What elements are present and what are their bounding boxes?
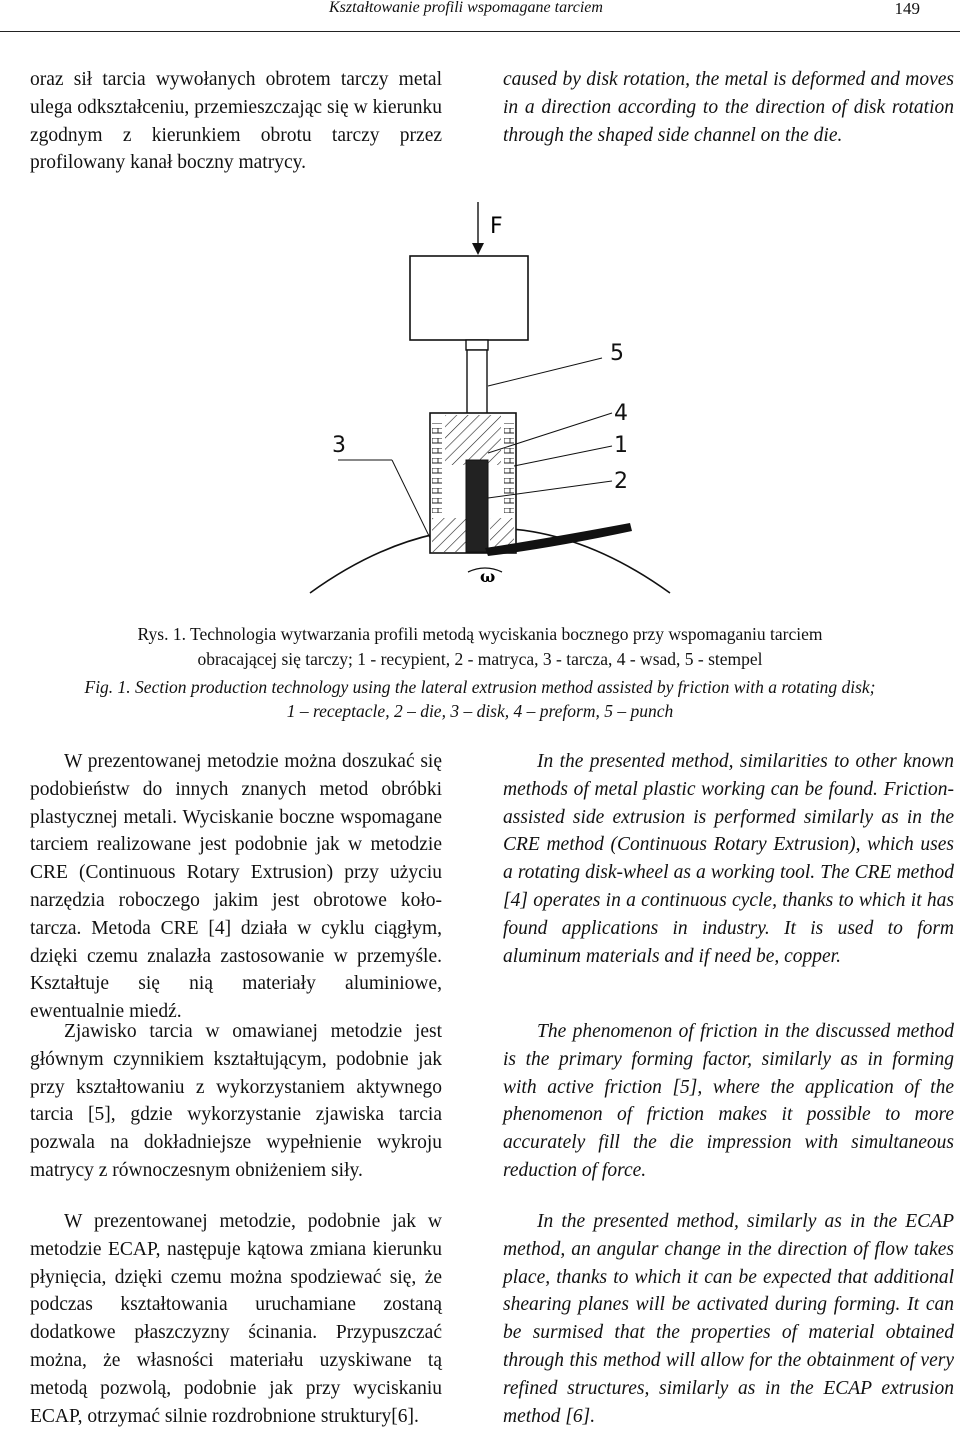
caption-pl-line2: obracającej się tarczy; 1 - recypient, 2 - matryca, 3 - tarcza, 4 - wsad, 5 - stempel (197, 649, 763, 669)
press-head (410, 256, 528, 340)
label-omega: ω (480, 567, 496, 586)
left-paragraph-1: W prezentowanej metodzie można doszukać się podobieństw do innych znanych metod obróbki plastycznej metali. Wyciskanie boczne wspomagane tarciem realizowane jest podobnie jak w metodzie CRE (Continuous Rotary Extrusion) przy użyciu narzędzia roboczego jakim jest obrotowe koło-tarcza. Metoda CRE [4] działa w cyklu ciągłym, dzięki czemu znalazła zastosowanie w przemyśle. Kształtuje się nią materiały aluminiowe, ewentualnie miedź. (30, 751, 442, 1023)
page-number: 149 (894, 0, 920, 18)
header-rule (0, 31, 960, 32)
intro-paragraph-en: caused by disk rotation, the metal is deformed and moves in a direction according to the direction of disk rotation through the shaped side channel on the die. (503, 69, 954, 146)
left-paragraph-3: W prezentowanej metodzie, podobnie jak w metodzie ECAP, następuje kątowa zmiana kierunku płynięcia, dzięki czemu można spodziewać się, że podczas kształtowania uruchamiane zostaną dodatkowe płaszczyzny ścinania. Przypuszczać można, że własności materiału uzyskiwane tą metodą pozwolą, podobnie jak przy wyciskaniu ECAP, otrzymać silnie rozdrobnione struktury[6]. (30, 1211, 442, 1427)
caption-pl-line1: Rys. 1. Technologia wytwarzania profili metodą wyciskania bocznego przy wspomaganiu tarciem (137, 624, 823, 644)
left-paragraph-2: Zjawisko tarcia w omawianej metodzie jest głównym czynnikiem kształtującym, podobnie jak przy kształtowaniu z wykorzystaniem aktywnego tarcia [5], gdzie wykorzystanie zjawiska tarcia pozwala na dokładniejsze wypełnienie wykroju matrycy z równoczesnym obniżeniem siły. (30, 1021, 442, 1181)
extrusion-diagram (300, 198, 680, 598)
caption-en-line2: 1 – receptacle, 2 – die, 3 – disk, 4 – preform, 5 – punch (286, 701, 674, 721)
label-3: 3 (332, 433, 346, 458)
running-title: Kształtowanie profili wspomagane tarciem (329, 0, 603, 16)
force-arrow (472, 202, 484, 255)
preform (466, 460, 488, 552)
caption-en-line1: Fig. 1. Section production technology using the lateral extrusion method assisted by friction with a rotating disk; (84, 677, 876, 697)
label-2: 2 (614, 469, 628, 494)
right-paragraph-2: The phenomenon of friction in the discussed method is the primary forming factor, similarly as in forming with active friction [5], where the application of the phenomenon of friction makes it possible to more accurately fill the die impression with simultaneous reduction of force. (503, 1021, 954, 1181)
label-1: 1 (614, 433, 628, 458)
punch-collar (466, 340, 488, 350)
label-force: F (490, 214, 503, 239)
right-paragraph-3: In the presented method, similarly as in the ECAP method, an angular change in the direction of flow takes place, thanks to which it can be expected that additional shearing planes will be activated during forming. It can be surmised that the properties of material obtained through this method will allow for the obtainment of very refined structures, similarly as in the ECAP extrusion method [6]. (503, 1211, 954, 1427)
right-paragraph-1: In the presented method, similarities to other known methods of metal plastic working can be found. Friction-assisted side extrusion is performed similarly as in the CRE method (Continuous Rotary Extrusion), which uses a rotating disk-wheel as a working tool. The CRE method [4] operates in a continuous cycle, thanks to which it has found applications in industry. It is used to form aluminum materials and if need be, copper. (503, 751, 954, 967)
intro-paragraph-pl: oraz sił tarcia wywołanych obrotem tarczy metal ulega odkształceniu, przemieszczając się w kierunku zgodnym z kierunkiem obrotu tarczy przez profilowany kanał boczny matrycy. (30, 69, 442, 174)
label-5: 5 (610, 341, 624, 366)
label-4: 4 (614, 401, 628, 426)
